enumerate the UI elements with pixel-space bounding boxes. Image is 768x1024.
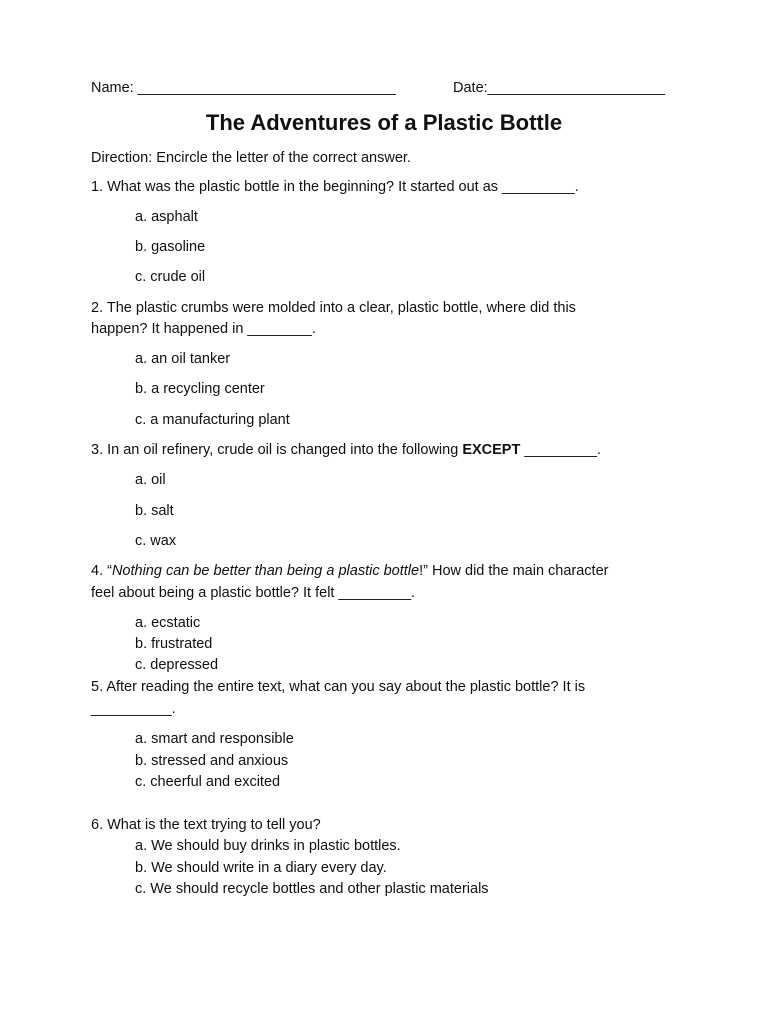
date-field-label: Date:______________________ [453, 80, 666, 96]
worksheet-title: The Adventures of a Plastic Bottle [205, 110, 563, 135]
question-6-text: 6. What is the text trying to tell you? [91, 817, 321, 833]
question-2-option-c: c. a manufacturing plant [135, 412, 290, 428]
question-4-text-line1 [91, 562, 608, 580]
question-3-option-c: c. wax [135, 533, 177, 549]
question-1-option-a: a. asphalt [135, 209, 198, 225]
question-1-option-c: c. crude oil [135, 269, 206, 285]
question-2-text-line2: happen? It happened in ________. [91, 321, 316, 337]
question-4-text-post: !” How did the main character [419, 563, 609, 579]
question-3-text-pre: 3. In an oil refinery, crude oil is changed into the following [91, 442, 463, 458]
question-3-text [91, 441, 601, 459]
name-field-label: Name: ________________________________ [91, 80, 396, 96]
question-5-option-c: c. cheerful and excited [135, 774, 281, 790]
question-6-option-a: a. We should buy drinks in plastic bottles. [135, 838, 401, 854]
question-6-option-b: b. We should write in a diary every day. [135, 860, 387, 876]
question-2-option-b: b. a recycling center [135, 381, 265, 397]
direction-text: Direction: Encircle the letter of the correct answer. [91, 150, 411, 166]
question-4-quote: Nothing can be better than being a plastic bottle [111, 563, 420, 579]
question-4-option-b: b. frustrated [135, 636, 213, 652]
question-5-text-line1: 5. After reading the entire text, what can you say about the plastic bottle? It is [91, 679, 586, 695]
question-4-option-a: a. ecstatic [135, 615, 201, 631]
question-3-option-b: b. salt [135, 503, 174, 519]
question-5-text-line2: __________. [91, 701, 176, 717]
question-4-text-pre: 4. “ [91, 563, 112, 579]
question-1-text: 1. What was the plastic bottle in the beginning? It started out as _________. [91, 179, 579, 195]
question-2-option-a: a. an oil tanker [135, 351, 231, 367]
question-4-text-line2: feel about being a plastic bottle? It felt _________. [91, 585, 416, 601]
question-5-option-a: a. smart and responsible [135, 731, 294, 747]
question-1-option-b: b. gasoline [135, 239, 206, 255]
question-2-text-line1: 2. The plastic crumbs were molded into a clear, plastic bottle, where did this [91, 300, 576, 316]
question-4-option-c: c. depressed [135, 657, 219, 673]
question-5-option-b: b. stressed and anxious [135, 753, 289, 769]
question-3-text-post: _________. [520, 442, 601, 458]
question-6-option-c: c. We should recycle bottles and other plastic materials [135, 881, 489, 897]
question-3-option-a: a. oil [135, 472, 166, 488]
question-3-text-except: EXCEPT [462, 442, 521, 458]
